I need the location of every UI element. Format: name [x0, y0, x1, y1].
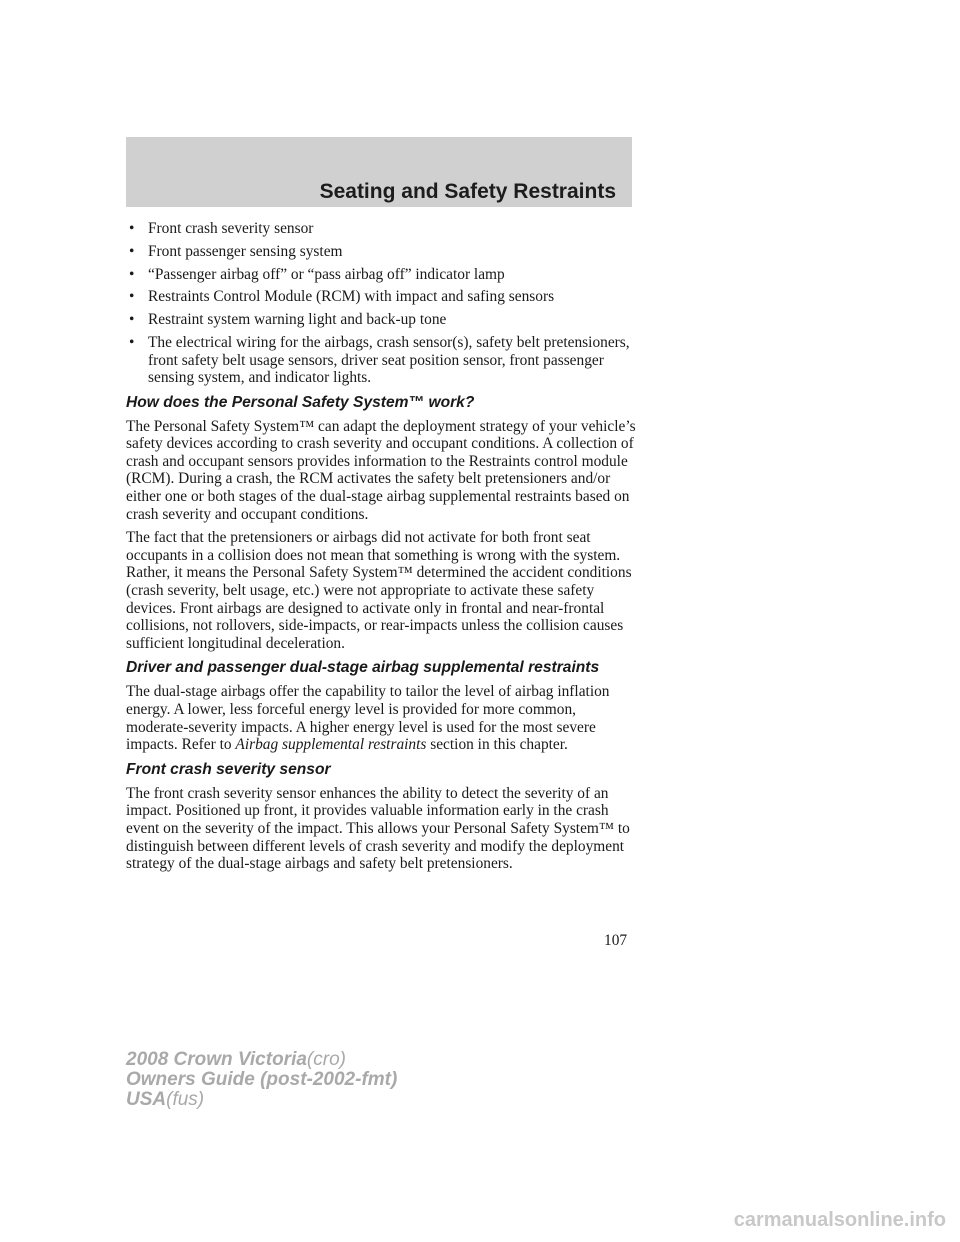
section-title: Seating and Safety Restraints [319, 180, 616, 203]
footer-code: (fus) [166, 1089, 205, 1110]
list-item [126, 220, 638, 238]
list-item [126, 288, 638, 306]
footer-line [126, 1090, 397, 1110]
paragraph [126, 683, 638, 753]
footer-market: USA [126, 1089, 167, 1110]
footer-model: 2008 Crown Victoria [126, 1049, 307, 1070]
list-item-text: Restraints Control Module (RCM) with impact and safing sensors [148, 288, 555, 306]
list-item-text: The electrical wiring for the airbags, crash sensor(s), safety belt pretensioners, front safety belt usage sensors, driver seat position sensor, front passenger sensing system, and indicator lights. [148, 333, 630, 387]
footer-line [126, 1050, 397, 1070]
list-item-text: Front passenger sensing system [148, 242, 343, 260]
list-item [126, 311, 638, 329]
paragraph-text: section in this chapter. [426, 736, 568, 754]
section-header-band [126, 137, 632, 207]
page-number: 107 [604, 932, 628, 949]
component-list [126, 220, 638, 387]
heading-how-it-works: How does the Personal Safety System™ work? [126, 393, 475, 411]
page-content [126, 220, 638, 879]
heading-dual-stage-airbags: Driver and passenger dual-stage airbag supplemental restraints [126, 659, 600, 677]
bullet-icon: • [129, 265, 135, 283]
document-footer [126, 1050, 397, 1110]
list-item [126, 266, 638, 284]
list-item [126, 243, 638, 261]
bullet-icon: • [129, 242, 135, 260]
list-item-text: Front crash severity sensor [148, 220, 314, 237]
list-item-text: “Passenger airbag off” or “pass airbag off” indicator lamp [148, 265, 505, 283]
footer-line [126, 1070, 397, 1090]
bullet-icon: • [129, 311, 135, 329]
watermark: carmanualsonline.info [733, 1209, 946, 1231]
heading-front-crash-sensor: Front crash severity sensor [126, 760, 331, 778]
bullet-icon: • [129, 333, 135, 351]
list-item [126, 334, 638, 387]
list-item-text: Restraint system warning light and back-up tone [148, 311, 447, 329]
paragraph: The front crash severity sensor enhances the ability to detect the severity of an impact. Positioned up front, it provides valuable information early in the crash event on the severity of the impact. This allows your Personal Safety System™ to distinguish between different levels of crash severity and modify the deployment strategy of the dual-stage airbags and safety belt pretensioners. [126, 784, 630, 873]
footer-code: (cro) [306, 1049, 346, 1070]
footer-guide: Owners Guide (post-2002-fmt) [126, 1069, 398, 1090]
paragraph-text: The dual-stage airbags offer the capability to tailor the level of airbag inflation energy. A lower, less forceful energy level is provided for more common, moderate-severity impacts. A higher energy level is used for the most severe impacts. Refer to [126, 683, 610, 754]
bullet-icon: • [129, 288, 135, 306]
paragraph: The fact that the pretensioners or airbags did not activate for both front seat occupants in a collision does not mean that something is wrong with the system. Rather, it means the Personal Safety System™ determined the accident conditions (crash severity, belt usage, etc.) were not appropriate to activate these safety devices. Front airbags are designed to activate only in frontal and near-frontal collisions, not rollovers, side-impacts, or rear-impacts unless the collision causes sufficient longitudinal deceleration. [126, 529, 632, 652]
cross-reference: Airbag supplemental restraints [235, 736, 427, 754]
bullet-icon: • [129, 220, 135, 237]
paragraph: The Personal Safety System™ can adapt the deployment strategy of your vehicle’s safety devices according to crash severity and occupant conditions. A collection of crash and occupant sensors provides information to the Restraints control module (RCM). During a crash, the RCM activates the safety belt pretensioners and/or either one or both stages of the dual-stage airbag supplemental restraints based on crash severity and occupant conditions. [126, 417, 636, 523]
